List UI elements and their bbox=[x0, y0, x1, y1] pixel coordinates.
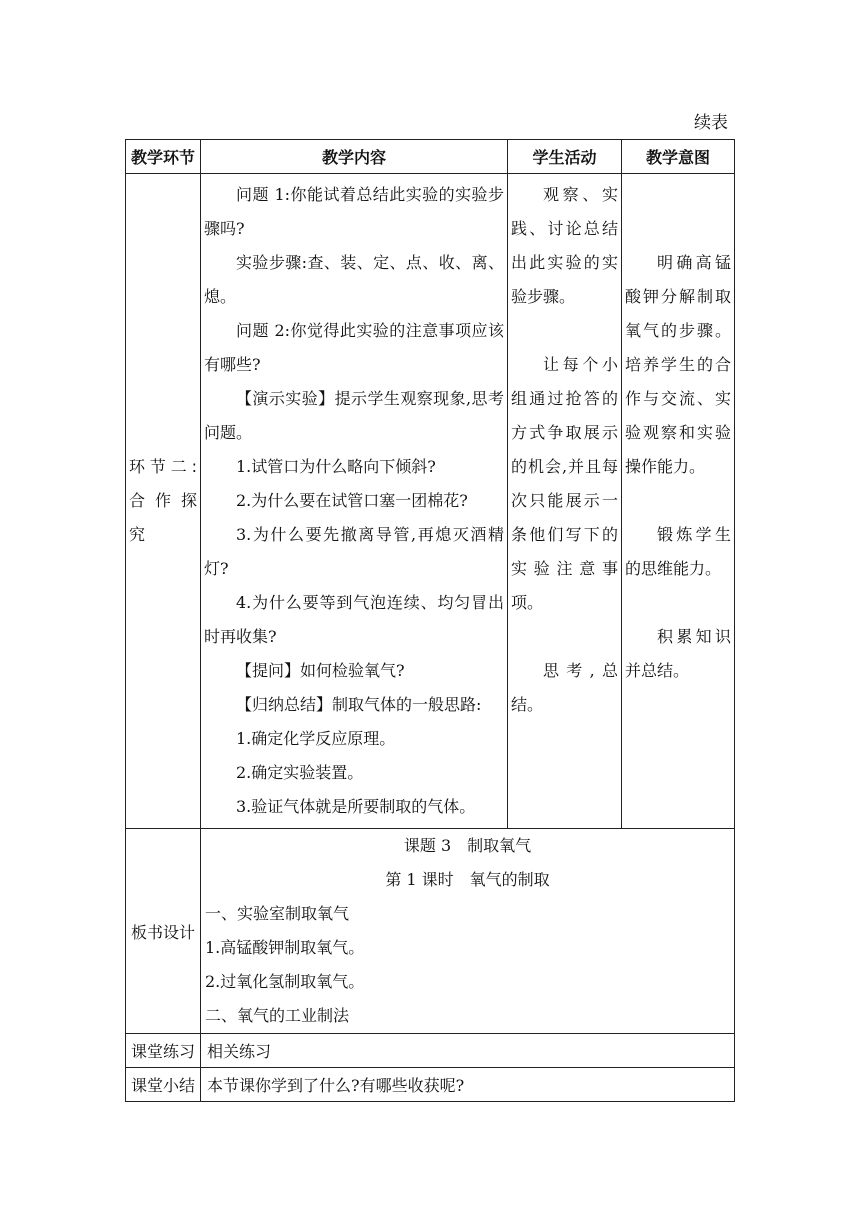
content-question2: 问题 2:你觉得此实验的注意事项应该有哪些? bbox=[204, 321, 504, 374]
content-demo: 【演示实验】提示学生观察现象,思考问题。 bbox=[204, 389, 504, 442]
content-item1: 1.试管口为什么略向下倾斜? bbox=[236, 457, 436, 476]
stage2-content bbox=[201, 174, 508, 829]
teaching-intent-1: 明确高锰酸钾分解制取氧气的步骤。培养学生的合作与交流、实验观察和实验操作能力。 bbox=[625, 253, 731, 476]
header-stage: 教学环节 bbox=[126, 140, 201, 174]
stage2-student-activity bbox=[508, 174, 622, 829]
content-steps: 实验步骤:查、装、定、点、收、离、熄。 bbox=[204, 253, 504, 306]
practice-text: 相关练习 bbox=[201, 1034, 735, 1068]
stage2-teaching-intent bbox=[622, 174, 735, 829]
stage2-label-line2: 合作探 bbox=[129, 491, 197, 510]
board-content bbox=[201, 829, 735, 1034]
lesson-plan-table bbox=[125, 139, 735, 1102]
header-teaching-intent: 教学意图 bbox=[622, 140, 735, 174]
content-ask: 【提问】如何检验氧气? bbox=[236, 661, 405, 680]
continued-label: 续表 bbox=[694, 113, 728, 133]
header-student-activity: 学生活动 bbox=[508, 140, 622, 174]
board-title: 课题 3 制取氧气 bbox=[403, 836, 532, 855]
board-line-4: 二、氧气的工业制法 bbox=[205, 1006, 350, 1025]
stage2-label bbox=[126, 174, 201, 829]
content-item2: 2.为什么要在试管口塞一团棉花? bbox=[236, 491, 468, 510]
summary-text: 本节课你学到了什么?有哪些收获呢? bbox=[201, 1068, 735, 1102]
content-step3: 3.验证气体就是所要制取的气体。 bbox=[236, 797, 476, 816]
content-step1: 1.确定化学反应原理。 bbox=[236, 729, 396, 748]
board-subtitle: 第 1 课时 氧气的制取 bbox=[385, 870, 550, 889]
summary-row bbox=[126, 1068, 735, 1102]
student-activity-2: 让每个小组通过抢答的方式争取展示的机会,并且每次只能展示一条他们写下的实验注意事项。 bbox=[511, 355, 618, 612]
table-header-row bbox=[126, 140, 735, 174]
content-summary: 【归纳总结】制取气体的一般思路: bbox=[236, 695, 482, 714]
stage2-row bbox=[126, 174, 735, 829]
practice-row bbox=[126, 1034, 735, 1068]
board-line-3: 2.过氧化氢制取氧气。 bbox=[205, 972, 365, 991]
content-item3: 3.为什么要先撤离导管,再熄灭酒精灯? bbox=[204, 525, 504, 578]
board-line-2: 1.高锰酸钾制取氧气。 bbox=[205, 938, 365, 957]
content-step2: 2.确定实验装置。 bbox=[236, 763, 364, 782]
teaching-intent-2: 锻炼学生的思维能力。 bbox=[625, 525, 731, 578]
content-item4: 4.为什么要等到气泡连续、均匀冒出时再收集? bbox=[204, 593, 504, 646]
practice-label: 课堂练习 bbox=[126, 1034, 201, 1068]
stage2-label-line3: 究 bbox=[129, 525, 146, 544]
stage2-label-line1: 环节二: bbox=[129, 457, 197, 476]
student-activity-3: 思考,总结。 bbox=[511, 661, 618, 714]
student-activity-1: 观察、实践、讨论总结出此实验的实验步骤。 bbox=[511, 185, 618, 306]
summary-label: 课堂小结 bbox=[126, 1068, 201, 1102]
teaching-intent-3: 积累知识并总结。 bbox=[625, 627, 731, 680]
board-row bbox=[126, 829, 735, 1034]
board-label: 板书设计 bbox=[126, 829, 201, 1034]
header-content: 教学内容 bbox=[201, 140, 508, 174]
board-line-1: 一、实验室制取氧气 bbox=[205, 904, 350, 923]
content-question1: 问题 1:你能试着总结此实验的实验步骤吗? bbox=[204, 185, 504, 238]
